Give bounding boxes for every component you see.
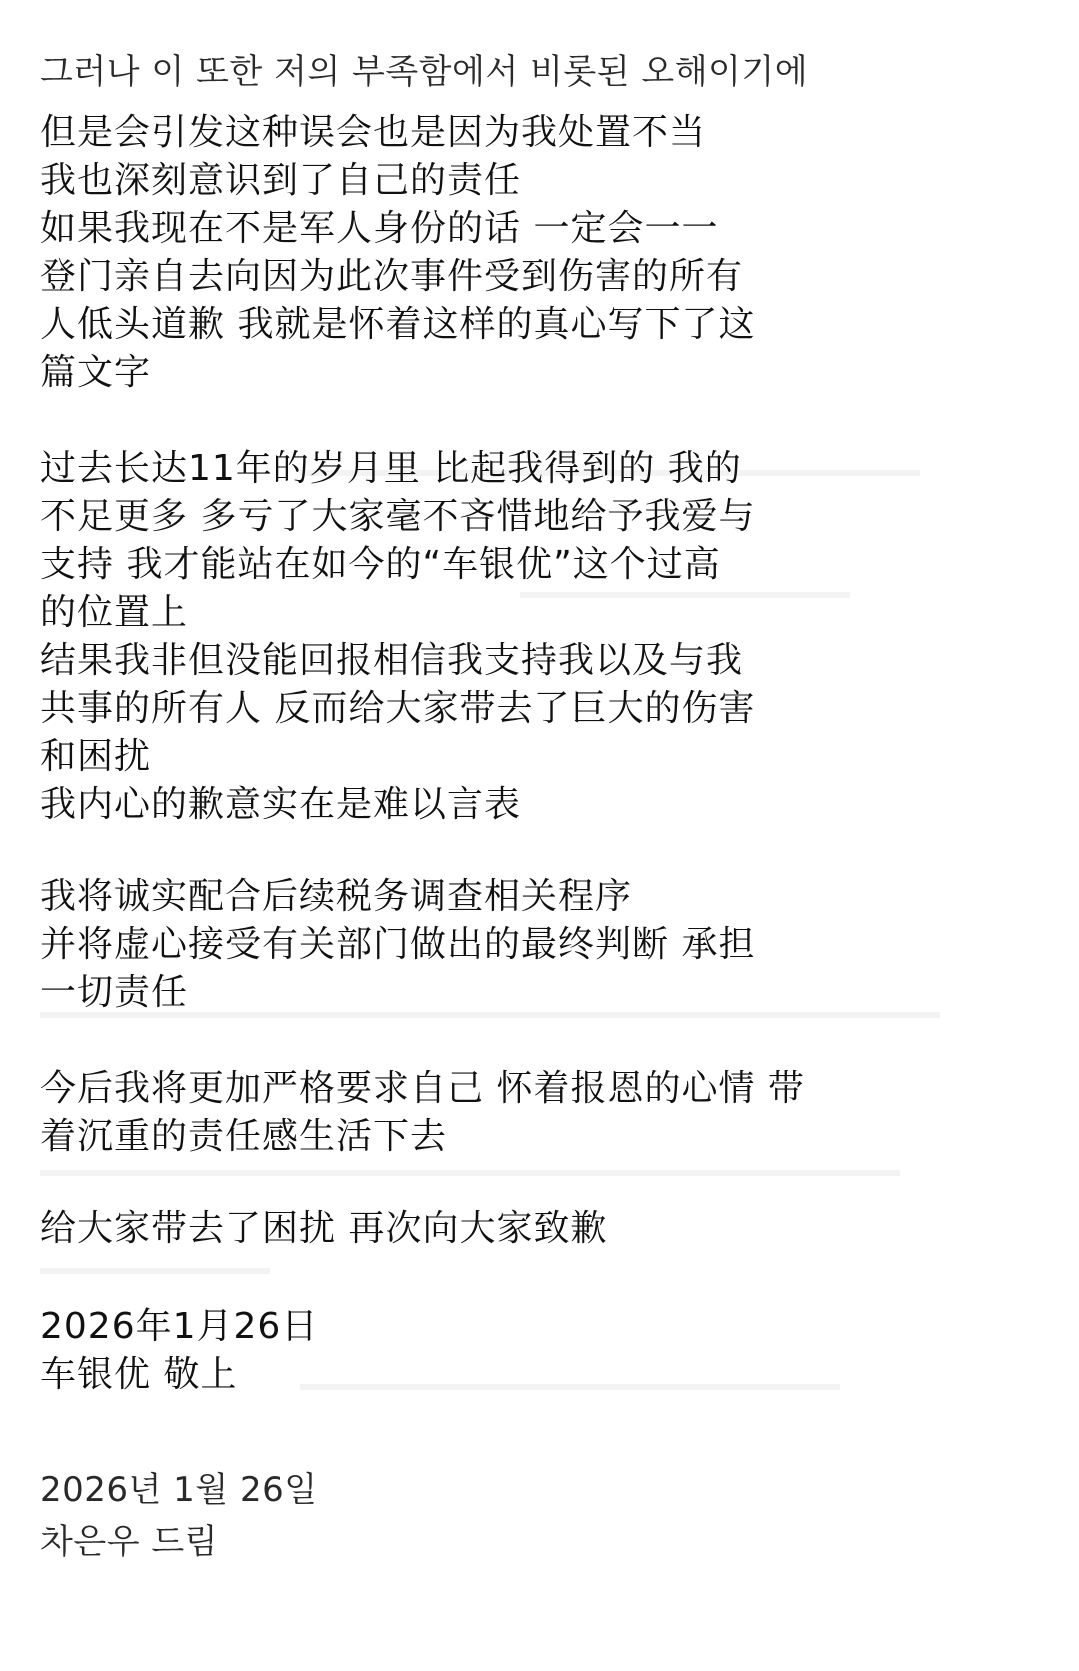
text-line: 我也深刻意识到了自己的责任 — [40, 160, 522, 201]
text-line: 和困扰 — [40, 736, 152, 777]
text-line: 登门亲自去向因为此次事件受到伤害的所有 — [40, 256, 744, 297]
text-line: 并将虚心接受有关部门做出的最终判断 承担 — [40, 924, 756, 965]
text-line: 人低头道歉 我就是怀着这样的真心写下了这 — [40, 304, 756, 345]
text-line: 我内心的歉意实在是难以言表 — [40, 784, 522, 825]
text-line: 结果我非但没能回报相信我支持我以及与我 — [40, 640, 744, 681]
text-line: 过去长达11年的岁月里 比起我得到的 我的 — [40, 448, 742, 489]
text-line: 篇文字 — [40, 352, 152, 393]
text-line: 但是会引发这种误会也是因为我处置不当 — [40, 112, 707, 153]
text-line: 支持 我才能站在如今的“车银优”这个过高 — [40, 544, 721, 585]
signature-date: 2026년 1월 26일 — [40, 1470, 318, 1510]
korean-header-line: 그러나 이 또한 저의 부족함에서 비롯된 오해이기에 — [40, 52, 809, 92]
text-line: 共事的所有人 反而给大家带去了巨大的伤害 — [40, 688, 756, 729]
text-line: 一切责任 — [40, 972, 189, 1013]
text-line: 如果我现在不是军人身份的话 一定会一一 — [40, 208, 719, 249]
text-line: 我将诚实配合后续税务调查相关程序 — [40, 876, 633, 917]
text-line: 今后我将更加严格要求自己 怀着报恩的心情 带 — [40, 1068, 805, 1109]
signature-date: 2026年1月26日 — [40, 1306, 319, 1347]
signature-name: 车银优 敬上 — [40, 1354, 238, 1395]
text-line: 不足更多 多亏了大家毫不吝惜地给予我爱与 — [40, 496, 756, 537]
signature-name: 차은우 드림 — [40, 1522, 219, 1562]
text-line: 给大家带去了困扰 再次向大家致歉 — [40, 1208, 608, 1249]
text-line: 着沉重的责任感生活下去 — [40, 1116, 448, 1157]
text-line: 的位置上 — [40, 592, 189, 633]
